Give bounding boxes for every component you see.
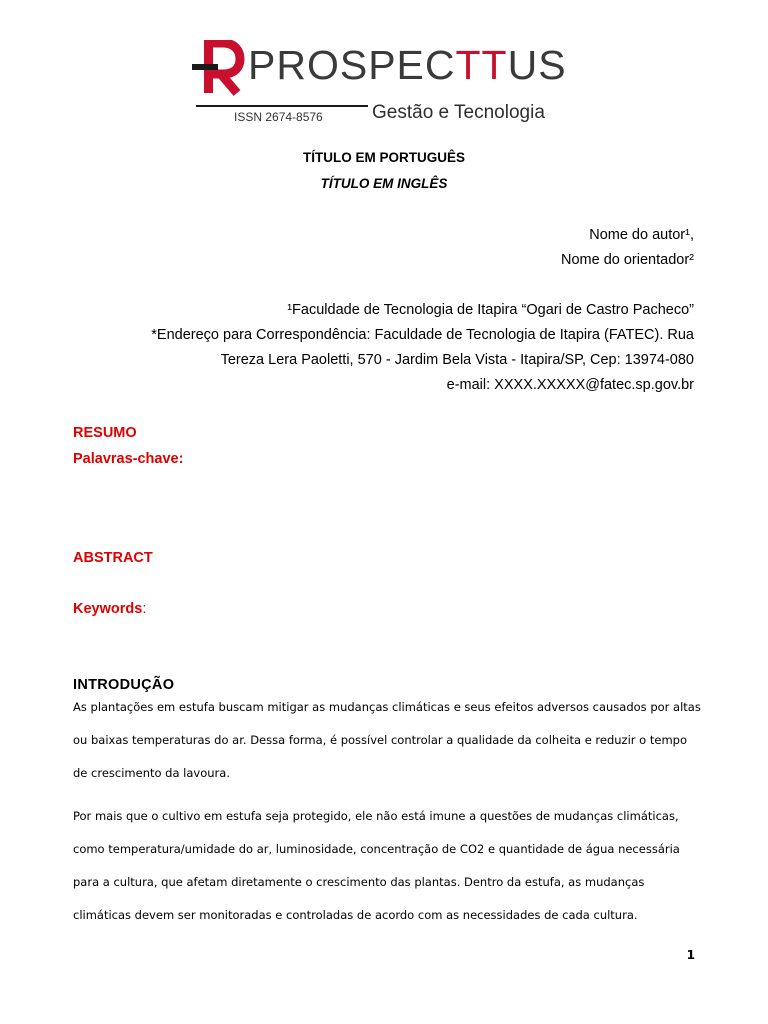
title-portuguese: TÍTULO EM PORTUGUÊS bbox=[303, 150, 465, 165]
palavras-chave-label: Palavras-chave: bbox=[73, 451, 184, 467]
advisor-name: Nome do orientador² bbox=[561, 252, 694, 268]
paragraph-line: para a cultura, que afetam diretamente o crescimento das plantas. Dentro da estufa, as mudanças bbox=[73, 875, 645, 889]
address-line-1: *Endereço para Correspondência: Faculdade de Tecnologia de Itapira (FATEC). Rua bbox=[151, 327, 694, 343]
paragraph-line: As plantações em estufa buscam mitigar as mudanças climáticas e seus efeitos adversos causados por altas bbox=[73, 700, 701, 714]
address-line-2: Tereza Lera Paoletti, 570 - Jardim Bela Vista - Itapira/SP, Cep: 13974-080 bbox=[220, 352, 694, 368]
resumo-heading: RESUMO bbox=[73, 425, 137, 441]
logo-tagline: Gestão e Tecnologia bbox=[372, 102, 545, 123]
logo-divider bbox=[196, 105, 368, 107]
paragraph-line: de crescimento da lavoura. bbox=[73, 766, 230, 780]
affiliation-line: ¹Faculdade de Tecnologia de Itapira “Ogari de Castro Pacheco” bbox=[287, 302, 694, 318]
page-number: 1 bbox=[686, 948, 695, 962]
paragraph-line: Por mais que o cultivo em estufa seja protegido, ele não está imune a questões de mudanças climáticas, bbox=[73, 809, 679, 823]
paragraph-line: como temperatura/umidade do ar, luminosidade, concentração de CO2 e quantidade de água necessária bbox=[73, 842, 680, 856]
paragraph-2 bbox=[73, 800, 703, 932]
title-english: TÍTULO EM INGLÊS bbox=[320, 176, 448, 191]
keywords-label: Keywords: bbox=[73, 601, 147, 617]
paragraph-line: ou baixas temperaturas do ar. Dessa forma, é possível controlar a qualidade da colheita e reduzir o tempo bbox=[73, 733, 687, 747]
journal-logo bbox=[190, 38, 570, 128]
r-monogram-icon bbox=[190, 40, 246, 96]
email-address: e-mail: XXXX.XXXXX@fatec.sp.gov.br bbox=[446, 377, 694, 393]
logo-wordmark: PROSPECTTUS bbox=[248, 42, 567, 88]
introducao-heading: INTRODUÇÃO bbox=[73, 677, 175, 693]
paragraph-1 bbox=[73, 691, 703, 790]
abstract-heading: ABSTRACT bbox=[73, 550, 153, 566]
paragraph-line: climáticas devem ser monitoradas e controladas de acordo com as necessidades de cada cultura. bbox=[73, 908, 638, 922]
issn-label: ISSN 2674-8576 bbox=[234, 110, 323, 124]
author-name: Nome do autor¹, bbox=[589, 227, 694, 243]
